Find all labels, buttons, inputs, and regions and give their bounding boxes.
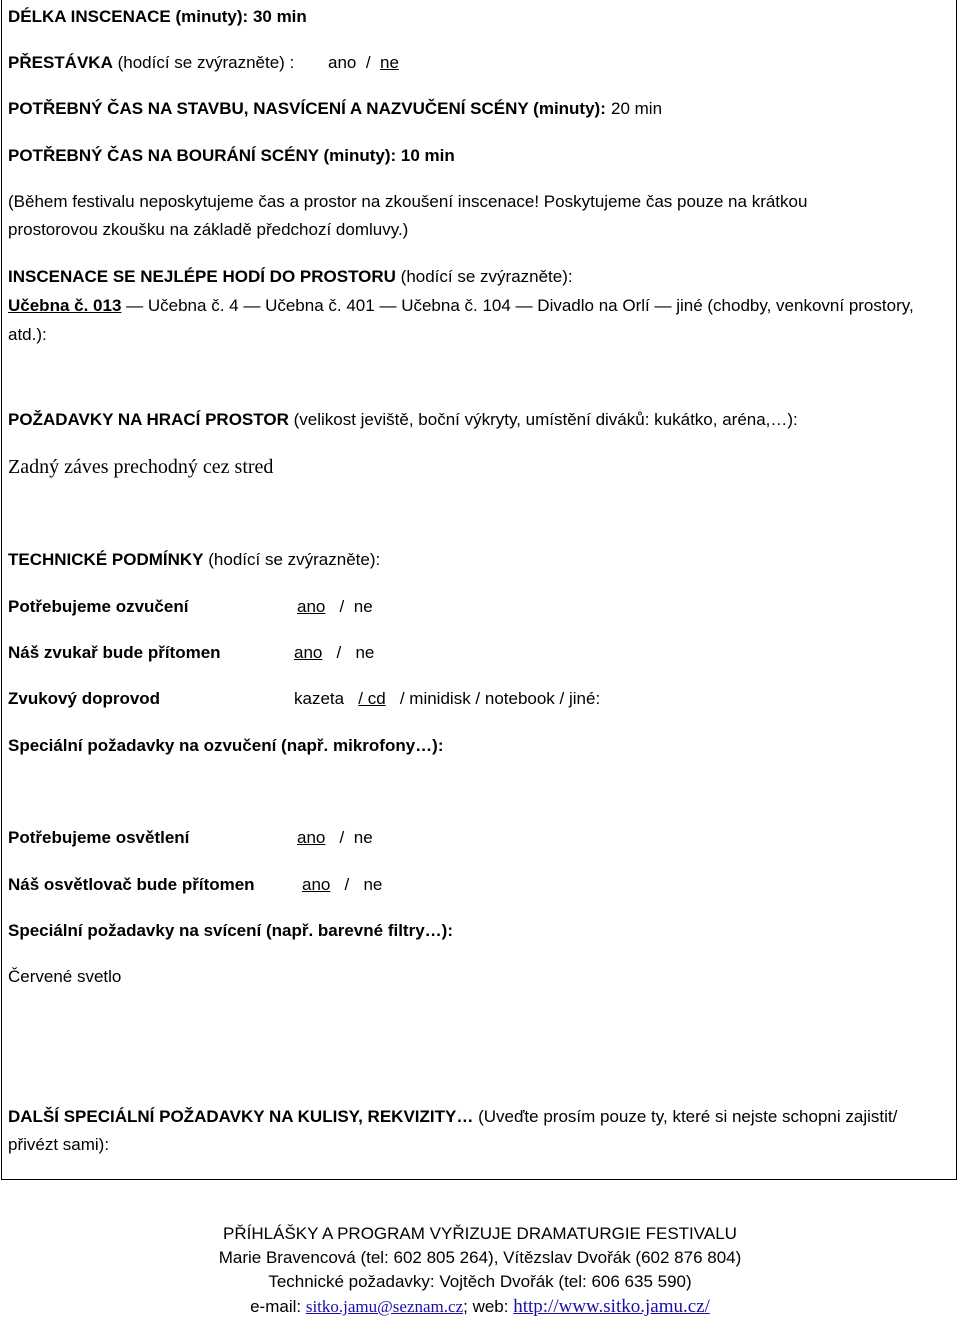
venue-dash-1: —	[126, 296, 144, 315]
footer-line-2: Marie Bravencová (tel: 602 805 264), Vítězslav Dvořák (602 876 804)	[218, 1248, 742, 1267]
light-tech-no[interactable]: ne	[363, 875, 383, 894]
setup-time-label: POTŘEBNÝ ČAS NA STAVBU, NASVÍCENÍ A NAZVUČENÍ SCÉNY (minuty):	[8, 99, 606, 118]
venue-label: INSCENACE SE NEJLÉPE HODÍ DO PROSTORU	[8, 267, 396, 286]
setup-time-value: 20 min	[611, 99, 663, 118]
space-heading	[8, 409, 798, 431]
props-hint: (Uveďte prosím pouze ty, které si nejste schopni zajistit/	[478, 1107, 898, 1126]
intermission-label: PŘESTÁVKA	[8, 53, 113, 72]
venue-hint: (hodící se zvýrazněte):	[400, 267, 573, 286]
teardown-label: POTŘEBNÝ ČAS NA BOURÁNÍ SCÉNY (minuty):	[8, 146, 397, 165]
sound-tech-yes[interactable]: ano	[294, 643, 323, 662]
props-heading	[8, 1106, 897, 1128]
props-label: DALŠÍ SPECIÁLNÍ POŽADAVKY NA KULISY, REKVIZITY…	[8, 1107, 474, 1126]
light-tech-label: Náš osvětlovač bude přítomen	[8, 875, 255, 894]
intermission-no[interactable]: ne	[380, 53, 399, 72]
duration-value: 30 min	[252, 7, 307, 26]
sound-needed-options	[297, 596, 373, 618]
teardown-value: 10 min	[400, 146, 455, 165]
venue-dash-5: —	[654, 296, 672, 315]
intermission-hint: (hodící se zvýrazněte) :	[117, 53, 295, 72]
sound-source-rest[interactable]: / minidisk / notebook / jiné:	[399, 689, 601, 708]
light-tech-sep: /	[344, 875, 350, 894]
sound-needed-label: Potřebujeme ozvučení	[8, 597, 189, 616]
footer-email-link[interactable]: sitko.jamu@seznam.cz	[305, 1297, 464, 1316]
venue-option-104[interactable]: Učebna č. 104	[401, 296, 511, 315]
notice-line-2: prostorovou zkoušku na základě předchozí domluvy.)	[8, 220, 409, 239]
light-needed-yes[interactable]: ano	[297, 828, 326, 847]
space-answer: Zadný záves prechodný cez stred	[8, 456, 274, 478]
footer-line-3: Technické požadavky: Vojtěch Dvořák (tel: 606 635 590)	[268, 1272, 692, 1291]
light-needed-no[interactable]: ne	[353, 828, 373, 847]
venue-option-013[interactable]: Učebna č. 013	[8, 296, 122, 315]
space-label: POŽADAVKY NA HRACÍ PROSTOR	[8, 410, 289, 429]
intermission-options	[328, 52, 399, 74]
sound-needed-yes[interactable]: ano	[297, 597, 326, 616]
venue-heading	[8, 266, 573, 288]
venue-option-orli[interactable]: Divadlo na Orlí	[537, 296, 650, 315]
venue-option-401[interactable]: Učebna č. 401	[265, 296, 375, 315]
duration-row	[8, 6, 307, 28]
venue-option-other-cont: atd.):	[8, 325, 47, 344]
venue-option-4[interactable]: Učebna č. 4	[147, 296, 239, 315]
form-frame	[1, 0, 957, 1180]
intermission-sep: /	[365, 53, 371, 72]
sound-tech-no[interactable]: ne	[355, 643, 375, 662]
light-special-label: Speciální požadavky na svícení (např. barevné filtry…):	[8, 921, 453, 940]
intermission-row	[8, 52, 294, 74]
technical-label: TECHNICKÉ PODMÍNKY	[8, 550, 204, 569]
sound-tech-options	[294, 642, 374, 664]
technical-heading	[8, 549, 380, 571]
sound-source-options	[294, 688, 600, 710]
notice-part-b: Poskytujeme čas pouze na krátkou	[543, 192, 808, 211]
footer-web-label: ; web:	[463, 1297, 509, 1316]
sound-needed-no[interactable]: ne	[353, 597, 373, 616]
light-answer: Červené svetlo	[8, 967, 122, 986]
technical-hint: (hodící se zvýrazněte):	[208, 550, 381, 569]
notice-part-a: (Během festivalu neposkytujeme čas a prostor na zkoušení inscenace!	[8, 192, 540, 211]
light-needed-label: Potřebujeme osvětlení	[8, 828, 190, 847]
light-tech-options	[302, 874, 382, 896]
footer-web-link[interactable]: http://www.sitko.jamu.cz/	[513, 1296, 710, 1317]
notice-line-1	[8, 191, 807, 213]
sound-source-cd[interactable]: / cd	[358, 689, 386, 708]
light-tech-yes[interactable]: ano	[302, 875, 331, 894]
venue-options	[8, 295, 914, 317]
venue-dash-4: —	[515, 296, 533, 315]
sound-source-cassette[interactable]: kazeta	[294, 689, 345, 708]
venue-option-other[interactable]: jiné (chodby, venkovní prostory,	[676, 296, 914, 315]
setup-time-row	[8, 98, 606, 120]
footer-line-1: PŘÍHLÁŠKY A PROGRAM VYŘIZUJE DRAMATURGIE FESTIVALU	[223, 1224, 737, 1243]
footer-contact	[0, 1296, 960, 1318]
light-needed-options	[297, 827, 373, 849]
props-hint-cont: přivézt sami):	[8, 1135, 110, 1154]
sound-needed-sep: /	[339, 597, 345, 616]
teardown-row	[8, 145, 455, 167]
venue-dash-3: —	[379, 296, 397, 315]
venue-dash-2: —	[243, 296, 261, 315]
sound-special-label: Speciální požadavky na ozvučení (např. mikrofony…):	[8, 736, 444, 755]
space-hint: (velikost jeviště, boční výkryty, umístění diváků: kukátko, aréna,…):	[293, 410, 798, 429]
sound-tech-sep: /	[336, 643, 342, 662]
sound-tech-label: Náš zvukař bude přítomen	[8, 643, 221, 662]
intermission-yes[interactable]: ano	[328, 53, 357, 72]
footer-email-label: e-mail:	[250, 1297, 302, 1316]
sound-source-label: Zvukový doprovod	[8, 689, 161, 708]
light-needed-sep: /	[339, 828, 345, 847]
duration-label: DÉLKA INSCENACE (minuty):	[8, 7, 249, 26]
